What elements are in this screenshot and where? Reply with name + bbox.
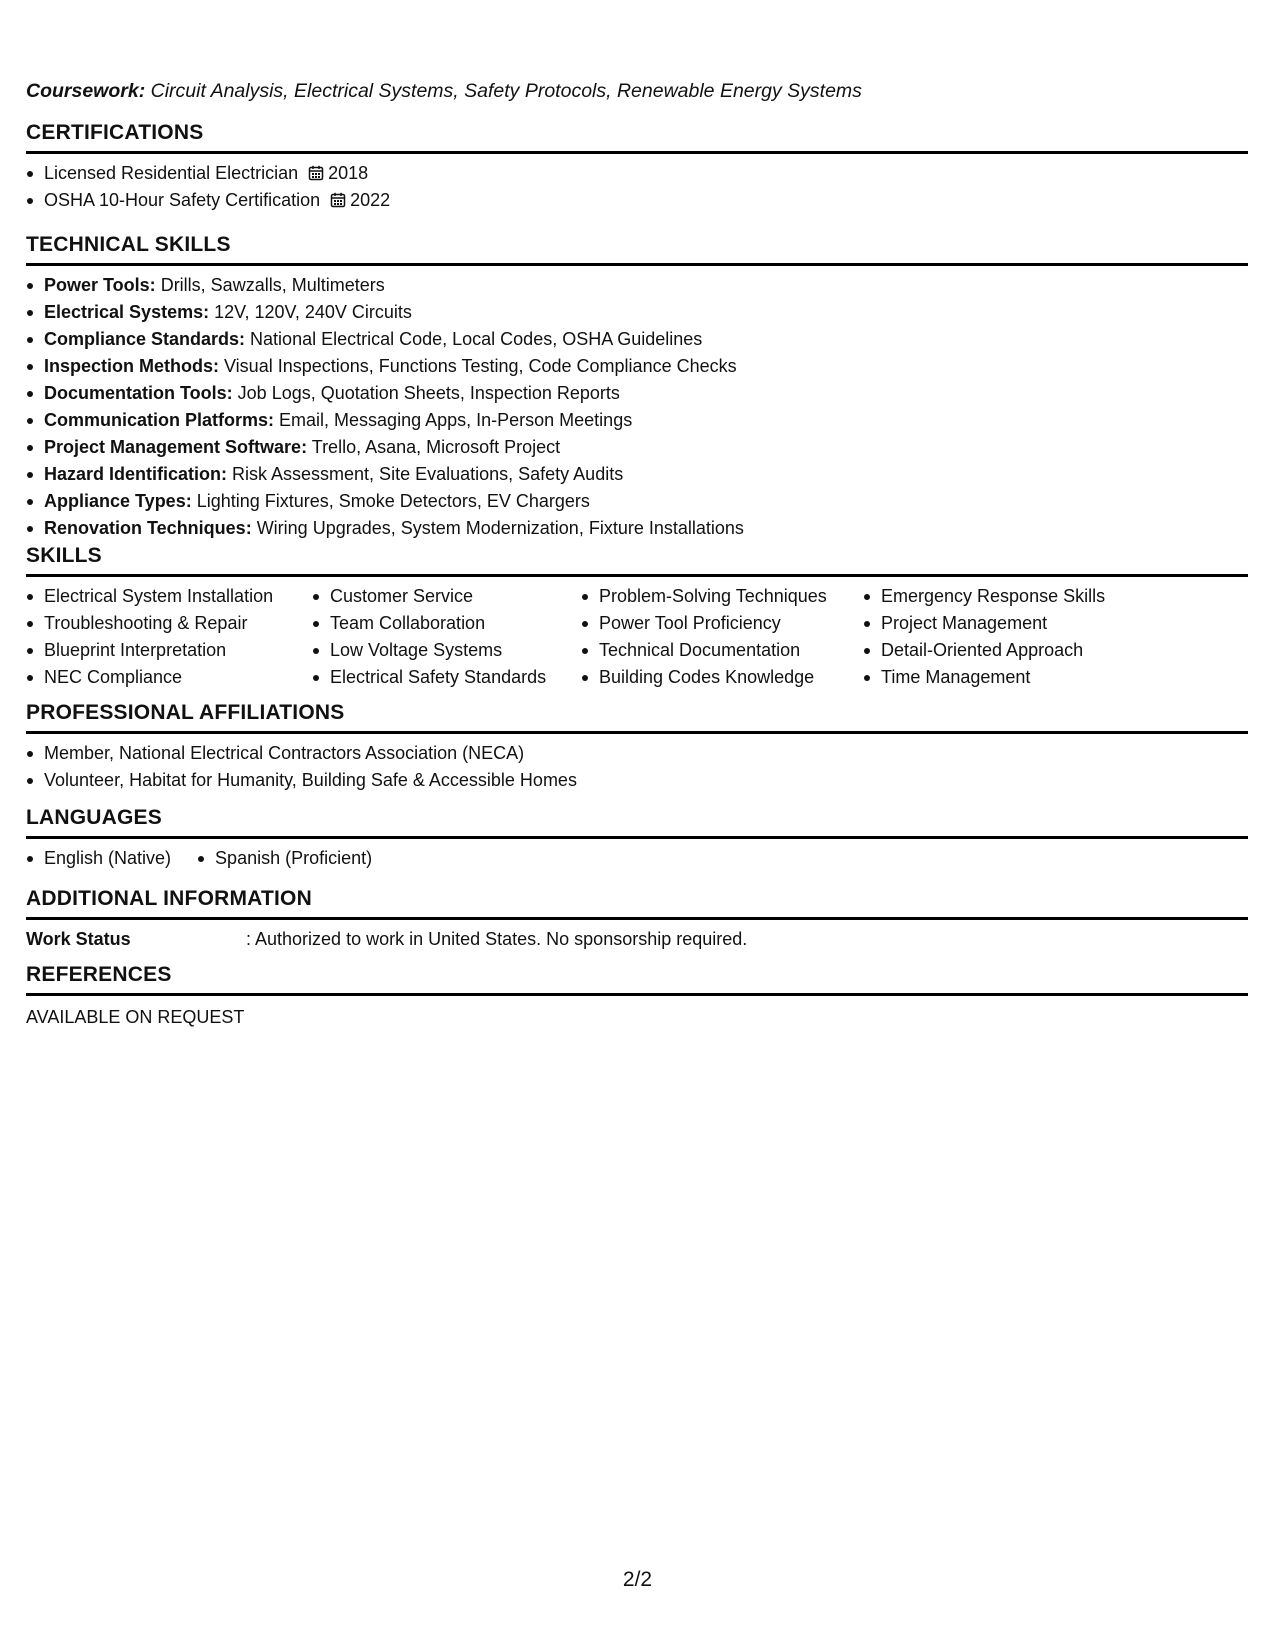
list-item: Problem-Solving Techniques [581, 583, 863, 610]
list-item: Time Management [863, 664, 1163, 691]
skills-column-1 [26, 583, 312, 691]
list-item [26, 434, 1248, 461]
list-item [26, 461, 1248, 488]
certifications-title: CERTIFICATIONS [26, 121, 204, 144]
list-item: Blueprint Interpretation [26, 637, 312, 664]
coursework-text: Circuit Analysis, Electrical Systems, Safety Protocols, Renewable Energy Systems [145, 80, 862, 102]
affiliations-list [26, 740, 1248, 794]
skill-label: Inspection Methods: [44, 356, 219, 376]
skill-label: Documentation Tools: [44, 383, 233, 403]
page-number: 2/2 [622, 1568, 653, 1591]
languages-title: LANGUAGES [26, 806, 162, 829]
technical-skills-list [26, 272, 1248, 542]
skill-value: Wiring Upgrades, System Modernization, Fixture Installations [251, 518, 744, 538]
list-item [26, 272, 1248, 299]
work-status-value: : Authorized to work in United States. No sponsorship required. [246, 929, 748, 949]
list-item: Technical Documentation [581, 637, 863, 664]
list-item [26, 515, 1248, 542]
list-item: Troubleshooting & Repair [26, 610, 312, 637]
skill-value: Drills, Sawzalls, Multimeters [155, 275, 385, 295]
list-item: Building Codes Knowledge [581, 664, 863, 691]
work-status-row [26, 926, 1248, 952]
skill-value: Risk Assessment, Site Evaluations, Safety Audits [227, 464, 624, 484]
skill-value: 12V, 120V, 240V Circuits [209, 302, 412, 322]
additional-info-section [26, 886, 1248, 952]
skills-column-4 [863, 583, 1163, 691]
skill-value: Trello, Asana, Microsoft Project [307, 437, 561, 457]
references-title: REFERENCES [26, 963, 172, 986]
certification-name: Licensed Residential Electrician [44, 163, 299, 183]
list-item [26, 187, 1248, 214]
additional-info-title: ADDITIONAL INFORMATION [26, 887, 312, 910]
list-item: Detail-Oriented Approach [863, 637, 1163, 664]
calendar-icon [330, 192, 346, 208]
skill-value: Lighting Fixtures, Smoke Detectors, EV Chargers [191, 491, 590, 511]
skill-label: Communication Platforms: [44, 410, 275, 430]
skill-label: Renovation Techniques: [44, 518, 252, 538]
skill-label: Hazard Identification: [44, 464, 228, 484]
affiliations-section [26, 700, 1248, 794]
list-item [26, 380, 1248, 407]
skills-column-3 [581, 583, 863, 691]
skill-label: Appliance Types: [44, 491, 192, 511]
section-divider [26, 574, 1248, 577]
list-item: Project Management [863, 610, 1163, 637]
certification-name: OSHA 10-Hour Safety Certification [44, 190, 321, 210]
list-item: Spanish (Proficient) [197, 845, 372, 872]
skill-label: Compliance Standards: [44, 329, 246, 349]
skill-value: Job Logs, Quotation Sheets, Inspection Reports [232, 383, 620, 403]
coursework-line [26, 80, 862, 103]
section-divider [26, 151, 1248, 154]
affiliations-title: PROFESSIONAL AFFILIATIONS [26, 701, 345, 724]
technical-skills-title: TECHNICAL SKILLS [26, 233, 231, 256]
skill-value: Visual Inspections, Functions Testing, Code Compliance Checks [219, 356, 737, 376]
coursework-label: Coursework: [26, 80, 146, 102]
references-text: AVAILABLE ON REQUEST [26, 1007, 245, 1027]
section-divider [26, 917, 1248, 920]
certifications-section [26, 120, 1248, 214]
calendar-icon [308, 165, 324, 181]
list-item: Power Tool Proficiency [581, 610, 863, 637]
section-divider [26, 836, 1248, 839]
list-item: Customer Service [312, 583, 581, 610]
list-item [26, 160, 1248, 187]
languages-section [26, 805, 1248, 872]
skill-value: National Electrical Code, Local Codes, OSHA Guidelines [245, 329, 703, 349]
skills-title: SKILLS [26, 544, 102, 567]
list-item: Team Collaboration [312, 610, 581, 637]
certification-year: 2022 [350, 190, 391, 210]
section-divider [26, 993, 1248, 996]
list-item: Electrical Safety Standards [312, 664, 581, 691]
certification-year: 2018 [328, 163, 369, 183]
list-item [26, 353, 1248, 380]
skills-section [26, 543, 1248, 691]
list-item: Low Voltage Systems [312, 637, 581, 664]
skill-label: Electrical Systems: [44, 302, 210, 322]
list-item [26, 407, 1248, 434]
skill-label: Power Tools: [44, 275, 156, 295]
section-divider [26, 263, 1248, 266]
skills-columns [26, 583, 1248, 691]
list-item [26, 299, 1248, 326]
technical-skills-section [26, 232, 1248, 542]
references-section [26, 962, 1248, 1030]
list-item: NEC Compliance [26, 664, 312, 691]
list-item: Volunteer, Habitat for Humanity, Building Safe & Accessible Homes [26, 767, 1248, 794]
list-item: Electrical System Installation [26, 583, 312, 610]
list-item [26, 326, 1248, 353]
list-item: English (Native) [26, 845, 171, 872]
list-item: Emergency Response Skills [863, 583, 1163, 610]
skill-value: Email, Messaging Apps, In-Person Meetings [274, 410, 633, 430]
skills-column-2 [312, 583, 581, 691]
list-item: Member, National Electrical Contractors Association (NECA) [26, 740, 1248, 767]
certifications-list [26, 160, 1248, 214]
list-item [26, 488, 1248, 515]
work-status-label: Work Status [26, 929, 131, 949]
section-divider [26, 731, 1248, 734]
languages-list [26, 845, 1248, 872]
skill-label: Project Management Software: [44, 437, 308, 457]
